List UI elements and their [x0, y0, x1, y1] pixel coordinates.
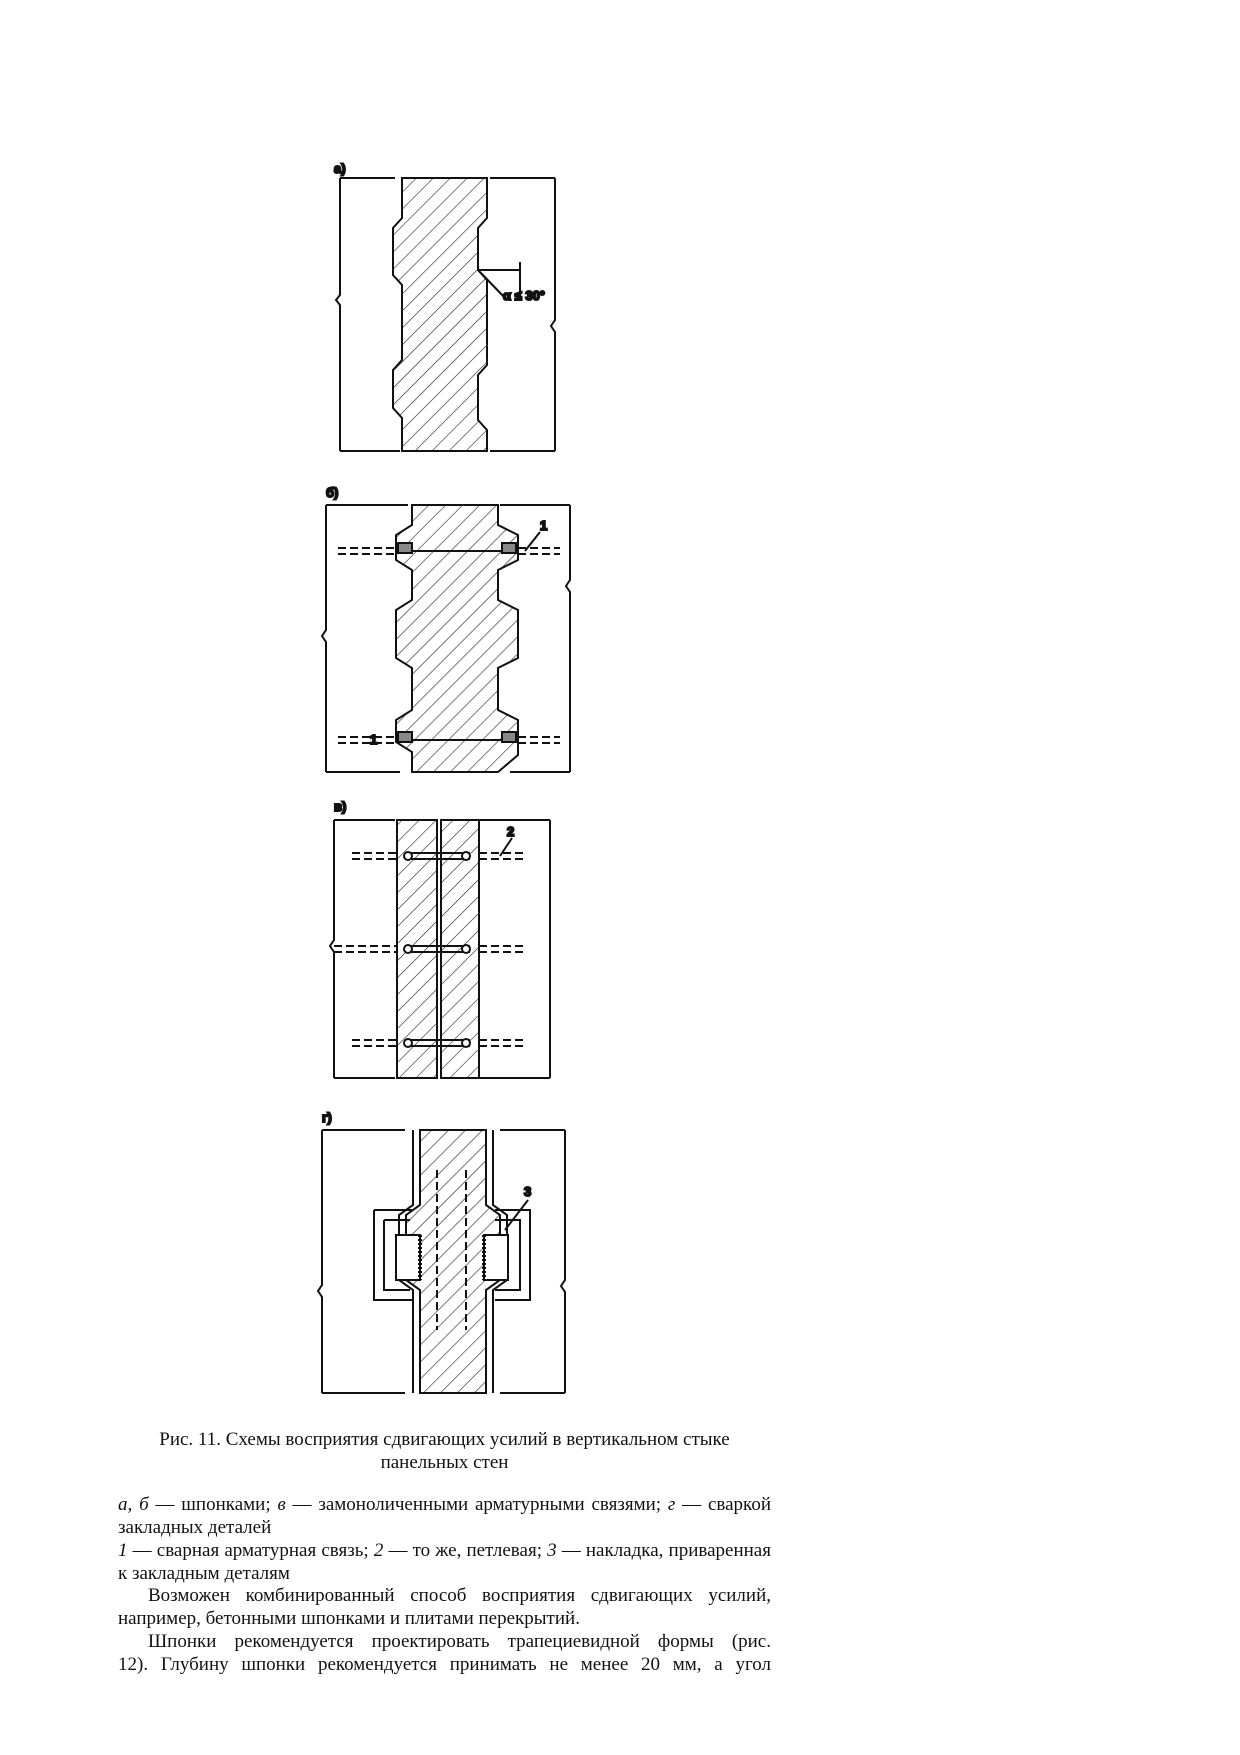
legend-v-key: в [277, 1494, 286, 1515]
legend-ab-key: а, б [118, 1494, 149, 1515]
legend-3-key: 3 [547, 1540, 557, 1561]
figure-caption [118, 1428, 771, 1474]
callout-2: 2 [507, 824, 515, 839]
panel-c [330, 799, 550, 1078]
paragraph-2-line-2: 12). Глубину шпонки рекомендуется принимать не менее 20 мм, а угол [118, 1654, 771, 1675]
legend-v-text: — замоноличенными арматурными связями; [285, 1494, 668, 1515]
legend-2-key: 2 [373, 1540, 384, 1561]
paragraph-1: Возможен комбинированный способ восприятия сдвигающих усилий, например, бетонными шпонками и плитами перекрытий. [118, 1585, 771, 1629]
panel-d [318, 1110, 565, 1393]
panel-a [334, 161, 555, 451]
legend-1-text: — сварная арматурная связь; [127, 1540, 374, 1561]
legend-1-key: 1 [118, 1540, 128, 1561]
angle-label: α ≤ 30° [503, 288, 546, 303]
callout-1-bottom: 1 [370, 732, 378, 747]
callout-3: 3 [524, 1184, 532, 1199]
callout-1-top: 1 [540, 518, 548, 533]
figure-legend [118, 1493, 771, 1585]
panel-b [322, 485, 570, 772]
joint-fill [393, 178, 487, 451]
panel-d-letter: г) [322, 1110, 332, 1125]
panel-a-letter: а) [334, 161, 346, 176]
legend-ab-text: — шпонками; [148, 1494, 278, 1515]
caption-line-2: панельных стен [380, 1452, 509, 1473]
legend-2-text: — то же, петлевая; [383, 1540, 548, 1561]
paragraph-2-line-1: Шпонки рекомендуется проектировать трапециевидной формы (рис. [148, 1631, 771, 1652]
legend-3-text: — накладка, приваренная к закладным деталям [118, 1540, 771, 1584]
panel-c-letter: в) [334, 799, 347, 814]
joint-fill [396, 505, 518, 772]
caption-line-1: Рис. 11. Схемы восприятия сдвигающих усилий в вертикальном стыке [159, 1429, 730, 1450]
legend-g-text: — сваркой закладных деталей [118, 1494, 771, 1538]
legend-methods [118, 1493, 771, 1539]
body-text [118, 1584, 771, 1676]
legend-numbers [118, 1539, 771, 1585]
panel-b-letter: б) [326, 485, 339, 500]
legend-g-key: г [667, 1494, 676, 1515]
